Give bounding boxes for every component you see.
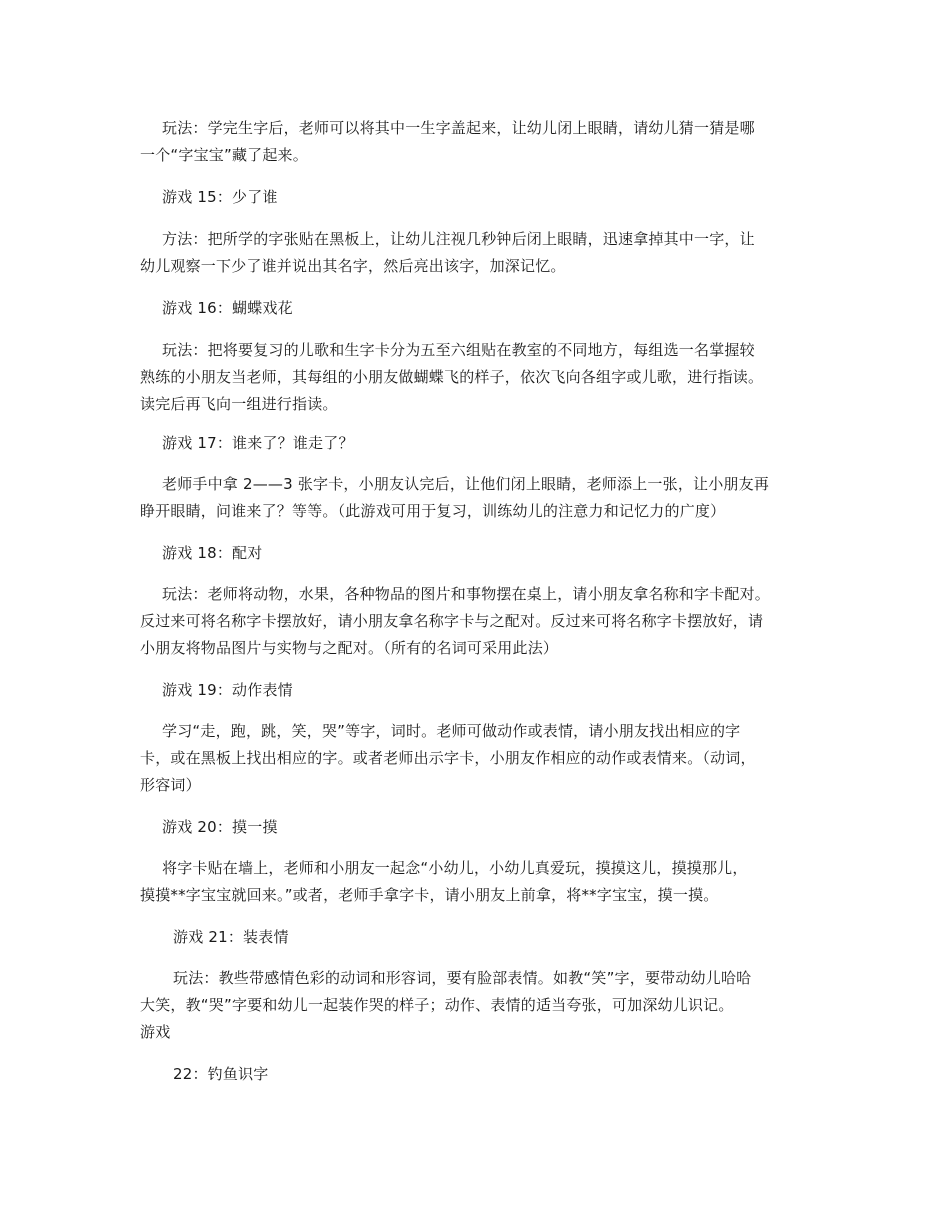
paragraph-line: 小朋友将物品图片与实物与之配对。（所有的名词可采用此法） <box>140 639 559 657</box>
paragraph-line: 睁开眼睛，问谁来了？等等。（此游戏可用于复习，训练幼儿的注意力和记忆力的广度） <box>140 502 726 520</box>
paragraph-line: 熟练的小朋友当老师，其每组的小朋友做蝴蝶飞的样子，依次飞向各组字或儿歌，进行指读。 <box>140 368 764 386</box>
paragraph-line: 摸摸**字宝宝就回来。”或者，老师手拿字卡，请小朋友上前拿，将**字宝宝，摸一摸。 <box>140 886 719 904</box>
paragraph-line: 玩法：把将要复习的儿歌和生字卡分为五至六组贴在教室的不同地方，每组选一名掌握较 <box>162 341 755 359</box>
paragraph-line: 老师手中拿 2——3 张字卡，小朋友认完后，让他们闭上眼睛，老师添上一张，让小朋友再 <box>162 475 770 493</box>
paragraph-line: 形容词） <box>140 776 201 794</box>
paragraph-line: 游戏 <box>140 1023 171 1041</box>
paragraph-line: 学习“走，跑，跳，笑，哭”等字，词时。老师可做动作或表情，请小朋友找出相应的字 <box>162 722 741 740</box>
paragraph-line: 玩法：老师将动物，水果，各种物品的图片和事物摆在桌上，请小朋友拿名称和字卡配对。 <box>162 585 771 603</box>
game-heading: 游戏 20：摸一摸 <box>162 818 278 836</box>
game-heading: 游戏 19：动作表情 <box>162 681 293 699</box>
paragraph-line: 读完后再飞向一组进行指读。 <box>140 395 338 413</box>
paragraph-line: 幼儿观察一下少了谁并说出其名字，然后亮出该字，加深记忆。 <box>140 257 566 275</box>
paragraph-line: 玩法：学完生字后，老师可以将其中一生字盖起来，让幼儿闭上眼睛，请幼儿猜一猜是哪 <box>162 119 755 137</box>
paragraph-line: 方法：把所学的字张贴在黑板上，让幼儿注视几秒钟后闭上眼睛，迅速拿掉其中一字，让 <box>162 230 755 248</box>
game-heading: 游戏 18：配对 <box>162 544 263 562</box>
game-heading: 游戏 15：少了谁 <box>162 188 278 206</box>
game-heading: 游戏 21：装表情 <box>173 928 289 946</box>
paragraph-line: 大笑，教“哭”字要和幼儿一起装作哭的样子；动作、表情的适当夸张，可加深幼儿识记。 <box>140 996 734 1014</box>
paragraph-line: 将字卡贴在墙上，老师和小朋友一起念“小幼儿，小幼儿真爱玩，摸摸这儿，摸摸那儿， <box>162 859 748 877</box>
paragraph-line: 卡，或在黑板上找出相应的字。或者老师出示字卡，小朋友作相应的动作或表情来。（动词， <box>140 749 756 767</box>
paragraph-line: 一个“字宝宝”藏了起来。 <box>140 146 308 164</box>
paragraph-line: 玩法：教些带感情色彩的动词和形容词，要有脸部表情。如教“笑”字，要带动幼儿哈哈 <box>173 969 752 987</box>
game-heading: 游戏 17：谁来了？谁走了？ <box>162 434 354 452</box>
game-heading: 游戏 16：蝴蝶戏花 <box>162 299 293 317</box>
game-heading: 22：钓鱼识字 <box>173 1065 269 1083</box>
paragraph-line: 反过来可将名称字卡摆放好，请小朋友拿名称字卡与之配对。反过来可将名称字卡摆放好，请 <box>140 612 764 630</box>
